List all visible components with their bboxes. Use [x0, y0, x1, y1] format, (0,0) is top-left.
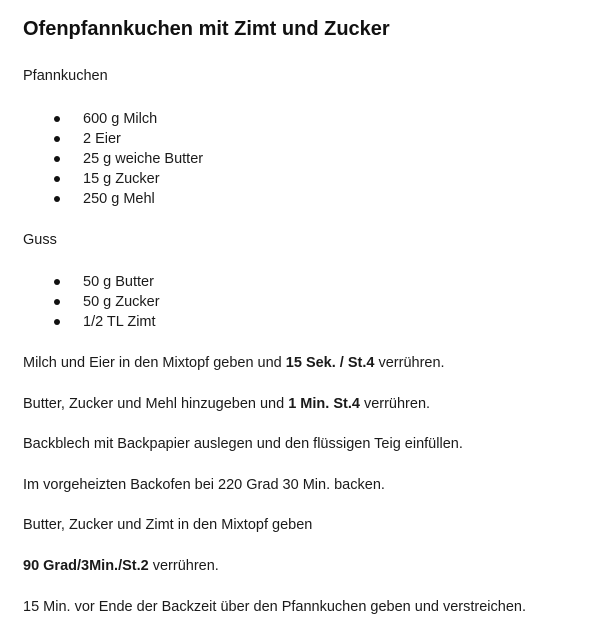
- bullet-icon: [54, 279, 60, 285]
- bullet-icon: [54, 116, 60, 122]
- bullet-icon: [54, 176, 60, 182]
- bullet-icon: [54, 196, 60, 202]
- step-2: Butter, Zucker und Mehl hinzugeben und 1 Min. St.4 verrühren.: [23, 396, 431, 412]
- step-6: 90 Grad/3Min./St.2 verrühren.: [23, 558, 219, 574]
- step-4: Im vorgeheizten Backofen bei 220 Grad 30 Min. backen.: [23, 477, 385, 493]
- step-3: Backblech mit Backpapier auslegen und den flüssigen Teig einfüllen.: [23, 436, 463, 452]
- bullet-icon: [54, 136, 60, 142]
- step-7: 15 Min. vor Ende der Backzeit über den Pfannkuchen geben und verstreichen.: [23, 599, 526, 615]
- step-1: Milch und Eier in den Mixtopf geben und 15 Sek. / St.4 verrühren.: [23, 355, 445, 371]
- bullet-icon: [54, 319, 60, 325]
- recipe-title: Ofenpfannkuchen mit Zimt und Zucker: [23, 18, 390, 40]
- step-5: Butter, Zucker und Zimt in den Mixtopf geben: [23, 517, 313, 533]
- bullet-icon: [54, 299, 60, 305]
- recipe-document: Ofenpfannkuchen mit Zimt und Zucker Pfannkuchen 600 g Milch 2 Eier 25 g weiche Butter 15 g Zucker 250 g Mehl Guss 50 g Butter 50 g Zucker 1/2 TL Zimt Milch und Eier in den Mixtopf geben und 15 Sek. / St.4 verrühren. Butter, Zucker und Mehl hinzugeben und 1 Min. St.4 verrühren. Backblech mit Backpapier auslegen und den flüssigen Teig einfüllen. Im vorgeheizten Backofen bei 220 Grad 30 Min. backen. Butter, Zucker und Zimt in den Mixtopf geben 90 Grad/3Min./St.2 verrühren. 15 Min. vor Ende der Backzeit über den Pfannkuchen geben und verstreichen.: [23, 18, 526, 615]
- bullet-icon: [54, 156, 60, 162]
- section-heading-glaze: Guss: [23, 232, 57, 248]
- section-heading-pancake: Pfannkuchen: [23, 68, 108, 84]
